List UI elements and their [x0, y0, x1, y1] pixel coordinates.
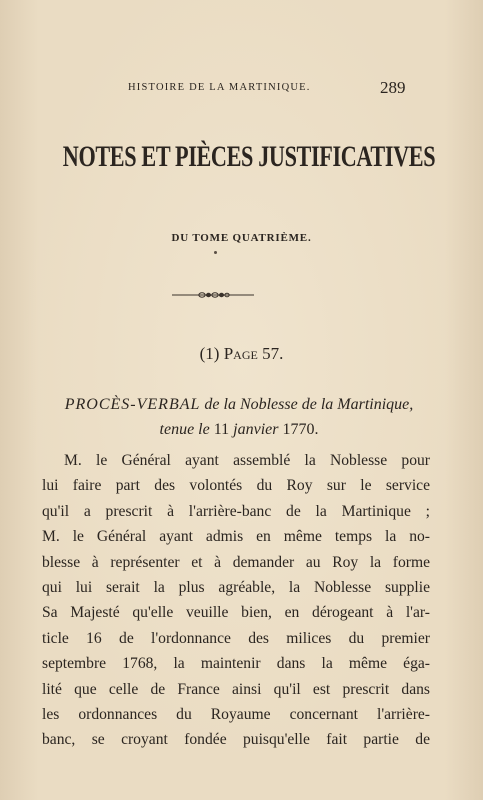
text-line: banc, se croyant fondée puisqu'elle fait partie de [42, 731, 430, 749]
heading-lead: PROCÈS-VERBAL [64, 396, 201, 413]
text-line: les ordonnances du Royaume concernant l'arrière- [42, 706, 430, 724]
section-title: NOTES ET PIÈCES JUSTIFICATIVES [62, 140, 436, 173]
heading-date-prefix: tenue le [159, 421, 214, 438]
ornament-rule-icon [172, 288, 254, 302]
text-line: lui faire part des volontés du Roy sur le service [42, 477, 430, 495]
running-title: HISTOIRE DE LA MARTINIQUE. [128, 82, 311, 93]
text-line: ticle 16 de l'ordonnance des milices du premier [42, 629, 430, 647]
heading-line1-rest: de la Noblesse de la Martinique, [200, 396, 414, 413]
running-head [0, 78, 483, 100]
text-line: qui lui serait la plus agréable, la Noblesse supplie [42, 579, 430, 597]
text-line: M. le Général ayant assemblé la Noblesse pour [64, 452, 430, 469]
note-number: (1) [199, 344, 220, 363]
section-subtitle: DU TOME QUATRIÈME. [171, 232, 312, 244]
note-reference [0, 344, 483, 364]
page-number: 289 [380, 78, 406, 97]
note-page-ref: Page 57. [223, 344, 284, 363]
text-line: Sa Majesté qu'elle veuille bien, en dérogeant à l'ar- [42, 604, 430, 622]
heading-date-year: 1770. [282, 421, 319, 438]
text-line: lité que celle de France ainsi qu'il est prescrit dans [42, 680, 430, 698]
heading-line-1 [48, 392, 430, 417]
document-heading [48, 392, 430, 442]
text-line: qu'il a prescrit à l'arrière-banc de la Martinique ; [42, 502, 430, 520]
body-paragraph [42, 448, 430, 753]
heading-date-day: 11 [213, 421, 230, 438]
text-line: M. le Général ayant admis en même temps la no- [42, 528, 430, 546]
heading-line-2 [48, 417, 430, 442]
ink-dot [214, 251, 217, 254]
text-line: blesse à représenter et à demander au Roy la forme [42, 553, 430, 571]
text-line: septembre 1768, la maintenir dans la même éga- [42, 655, 430, 673]
heading-date-month: janvier [229, 421, 283, 438]
